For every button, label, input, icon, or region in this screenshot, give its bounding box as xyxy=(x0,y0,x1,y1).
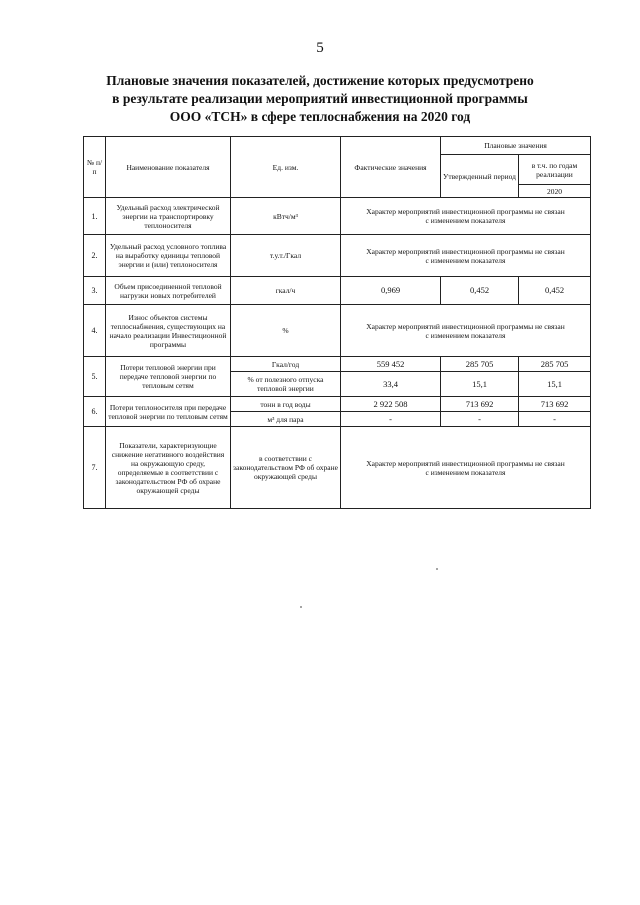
scan-speck xyxy=(436,568,438,570)
row-unit: м³ для пара xyxy=(231,412,341,427)
row-approved: - xyxy=(441,412,519,427)
row-year-2020: - xyxy=(519,412,591,427)
page-number: 5 xyxy=(316,40,324,56)
header-approved: Утвержденный период xyxy=(441,155,519,198)
table-row xyxy=(84,235,591,277)
row-actual: 2 922 508 xyxy=(341,397,441,412)
merged-note-line-2: с изменением показателя xyxy=(425,216,506,225)
row-approved: 15,1 xyxy=(441,372,519,397)
row-merged-note xyxy=(341,235,591,277)
table-row xyxy=(84,198,591,235)
row-approved: 285 705 xyxy=(441,357,519,372)
row-unit: Гкал/год xyxy=(231,357,341,372)
row-num: 3. xyxy=(84,277,106,305)
row-approved: 713 692 xyxy=(441,397,519,412)
row-year-2020: 285 705 xyxy=(519,357,591,372)
table-row xyxy=(84,277,591,305)
row-num: 6. xyxy=(84,397,106,427)
row-num: 1. xyxy=(84,198,106,235)
row-name: Удельный расход электрической энергии на транспортировку теплоносителя xyxy=(106,198,231,235)
row-num: 2. xyxy=(84,235,106,277)
row-approved: 0,452 xyxy=(441,277,519,305)
row-name: Потери теплоносителя при передаче тепловой энергии по тепловым сетям xyxy=(106,397,231,427)
row-actual: 33,4 xyxy=(341,372,441,397)
row-name: Потери тепловой энергии при передаче тепловой энергии по тепловым сетям xyxy=(106,357,231,397)
row-unit: гкал/ч xyxy=(231,277,341,305)
row-num: 4. xyxy=(84,305,106,357)
row-unit: тонн в год воды xyxy=(231,397,341,412)
header-actual: Фактические значения xyxy=(341,137,441,198)
table-row xyxy=(84,397,591,412)
merged-note-line-1: Характер мероприятий инвестиционной программы не связан xyxy=(366,207,565,216)
header-planned: Плановые значения xyxy=(441,137,591,155)
row-merged-note xyxy=(341,198,591,235)
row-num: 7. xyxy=(84,427,106,509)
row-name: Объем присоединенной тепловой нагрузки новых потребителей xyxy=(106,277,231,305)
row-year-2020: 15,1 xyxy=(519,372,591,397)
row-actual: 559 452 xyxy=(341,357,441,372)
row-name: Удельный расход условного топлива на выработку единицы тепловой энергии и (или) теплоносителя xyxy=(106,235,231,277)
row-unit: % xyxy=(231,305,341,357)
header-row xyxy=(84,137,591,155)
title-line-3: ООО «ТСН» в сфере теплоснабжения на 2020 год xyxy=(169,109,471,124)
row-year-2020: 0,452 xyxy=(519,277,591,305)
row-name: Износ объектов системы теплоснабжения, существующих на начало реализации Инвестиционной программы xyxy=(106,305,231,357)
document-title xyxy=(40,72,600,126)
row-merged-note xyxy=(341,305,591,357)
merged-note-line-1: Характер мероприятий инвестиционной программы не связан xyxy=(366,321,565,331)
row-unit: % от полезного отпуска тепловой энергии xyxy=(231,372,341,397)
merged-note-line-2: с изменением показателя xyxy=(425,330,506,340)
header-unit: Ед. изм. xyxy=(231,137,341,198)
table-row xyxy=(84,305,591,357)
merged-note-line-1: Характер мероприятий инвестиционной программы не связан xyxy=(366,246,565,256)
row-actual: 0,969 xyxy=(341,277,441,305)
header-num: № п/п xyxy=(84,137,106,198)
table-row xyxy=(84,427,591,509)
table-row xyxy=(84,357,591,372)
row-name: Показатели, характеризующие снижение негативного воздействия на окружающую среду, определяемые в соответствии с законодательством РФ об охране окружающей среды xyxy=(106,427,231,509)
title-line-2: в результате реализации мероприятий инвестиционной программы xyxy=(112,91,528,106)
header-year: 2020 xyxy=(519,185,591,198)
indicators-table xyxy=(83,136,591,509)
row-merged-note xyxy=(341,427,591,509)
row-year-2020: 713 692 xyxy=(519,397,591,412)
row-num: 5. xyxy=(84,357,106,397)
merged-note-line-1: Характер мероприятий инвестиционной программы не связан xyxy=(366,458,565,468)
merged-note-line-2: с изменением показателя xyxy=(425,255,506,265)
title-line-1: Плановые значения показателей, достижение которых предусмотрено xyxy=(106,73,534,88)
scan-speck xyxy=(300,606,302,608)
header-name: Наименование показателя xyxy=(106,137,231,198)
row-unit: т.у.т./Гкал xyxy=(231,235,341,277)
row-unit: кВтч/м³ xyxy=(231,198,341,235)
row-unit: в соответствии с законодательством РФ об охране окружающей среды xyxy=(231,427,341,509)
header-by-years: в т.ч. по годам реализации xyxy=(519,155,591,185)
merged-note-line-2: с изменением показателя xyxy=(425,467,506,477)
row-actual: - xyxy=(341,412,441,427)
